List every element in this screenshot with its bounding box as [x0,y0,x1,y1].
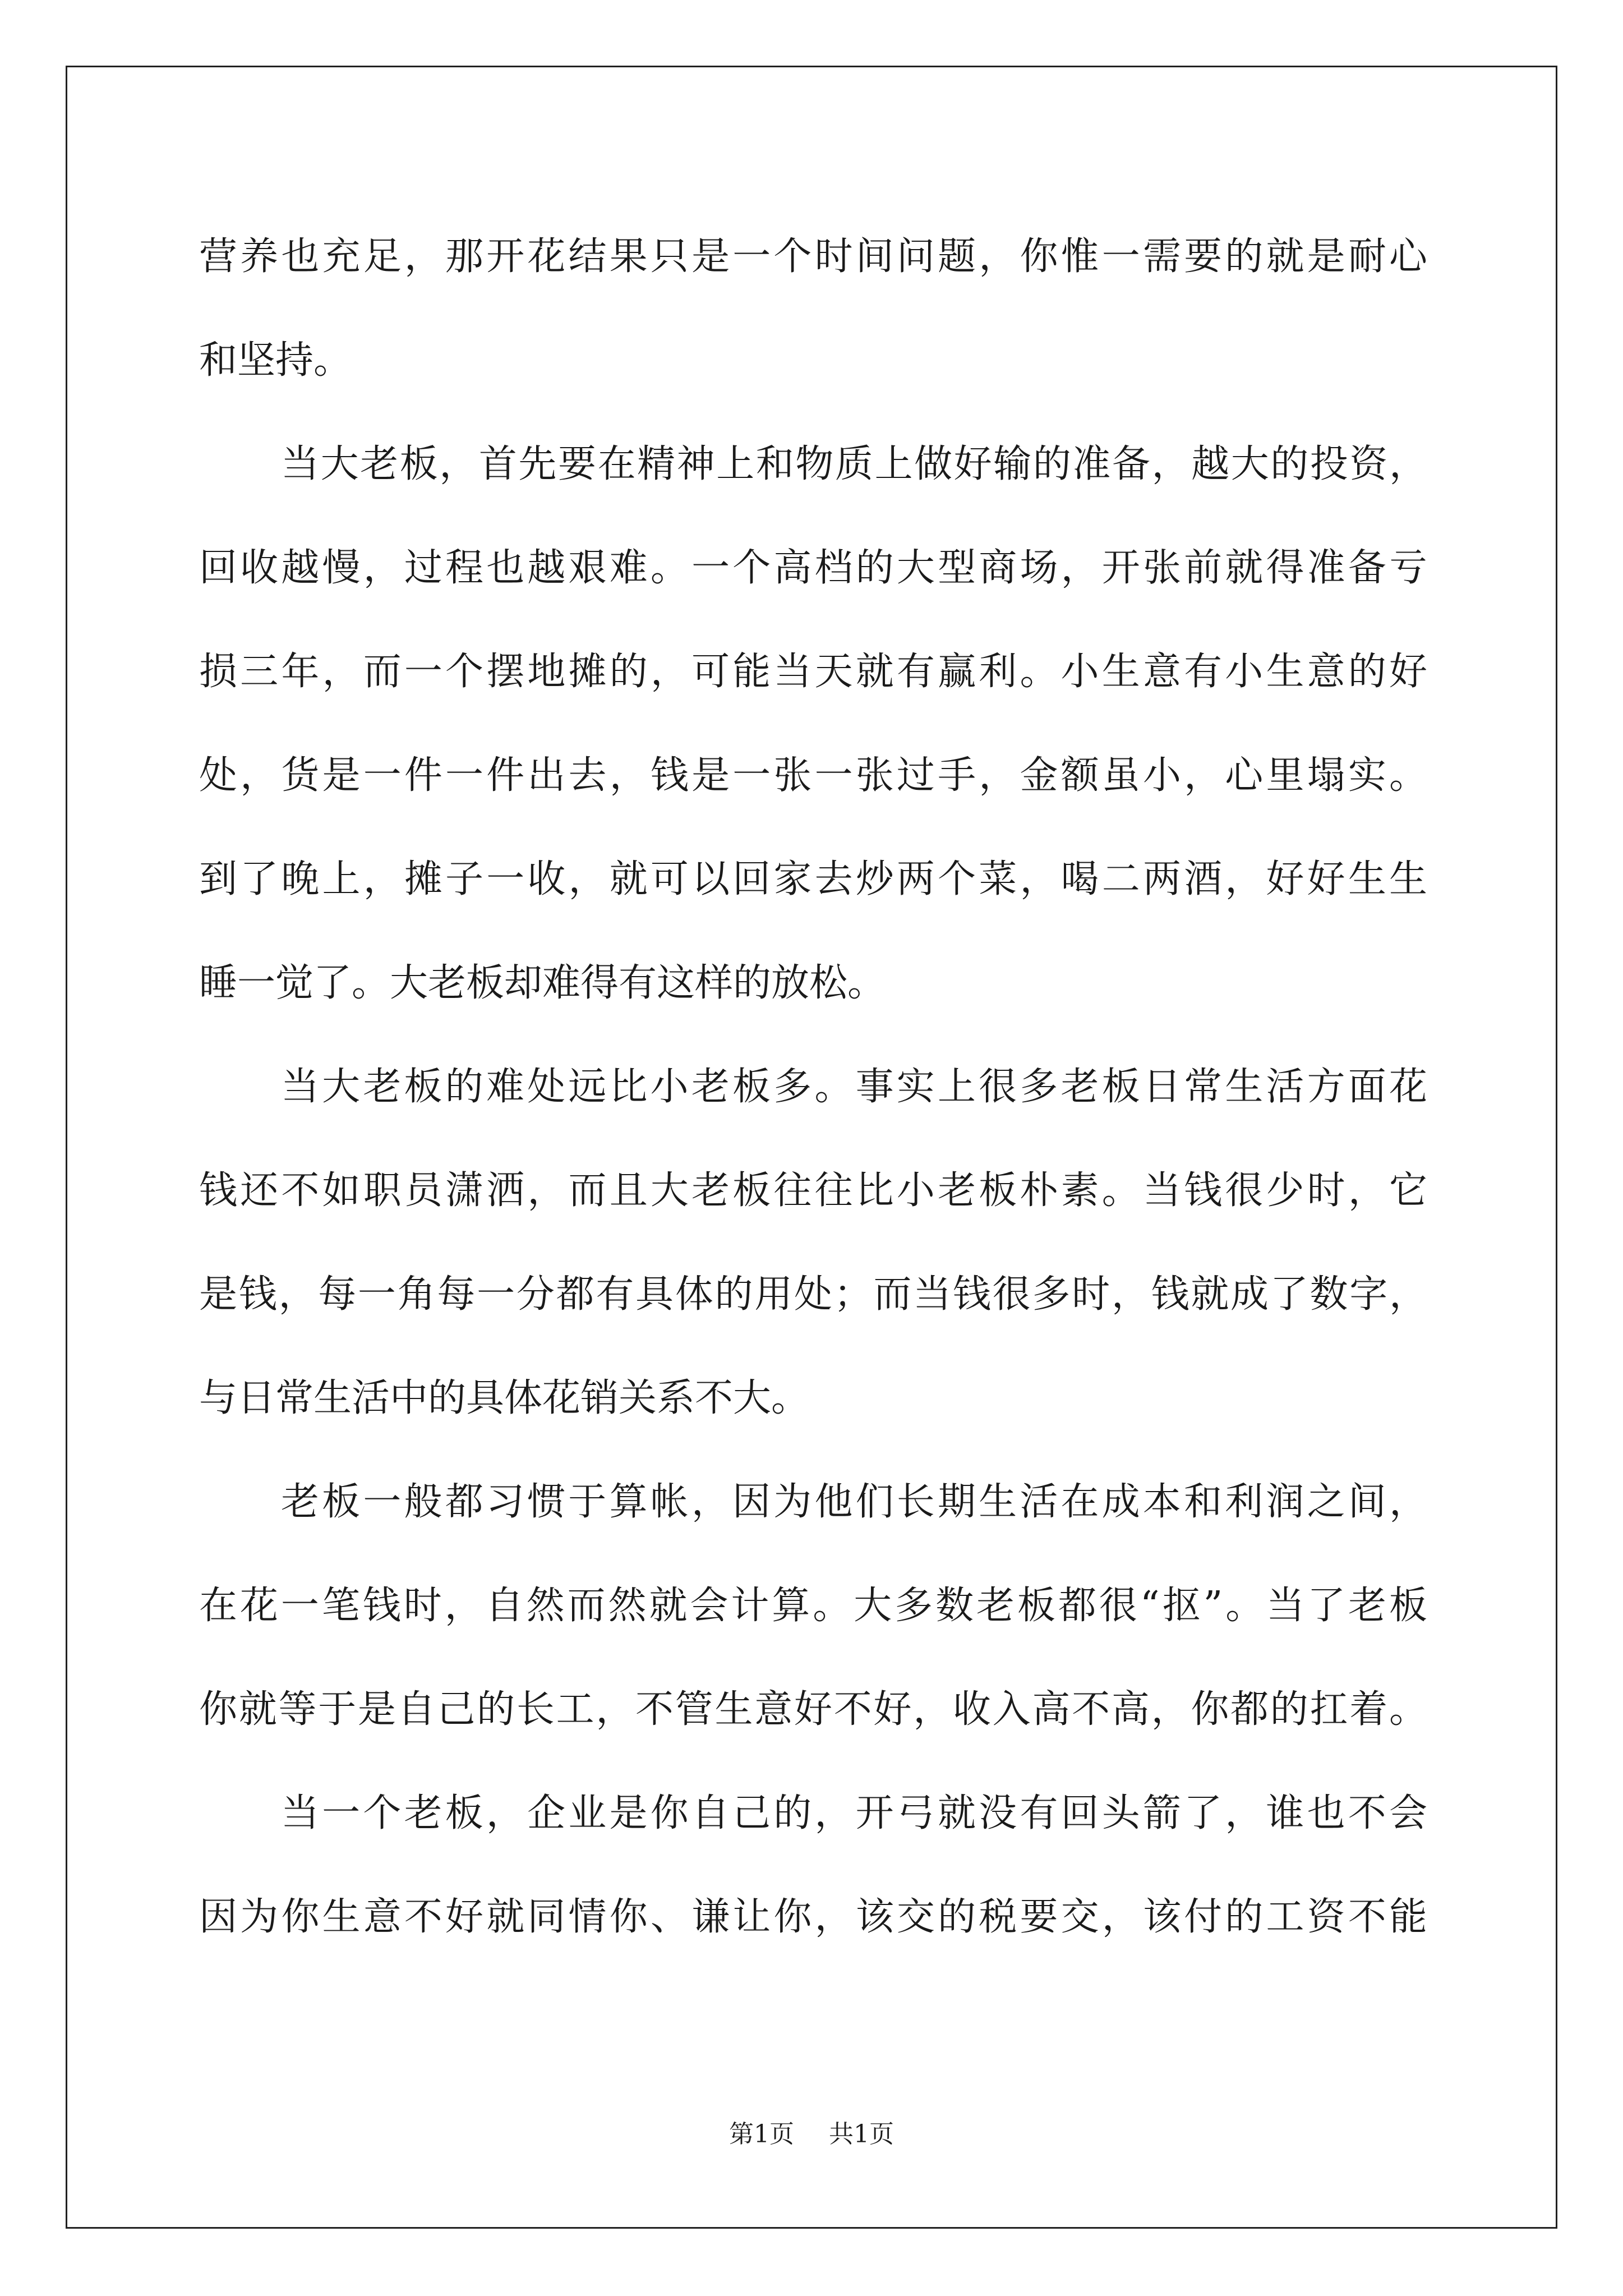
text-line: 处，货是一件一件出去，钱是一张一张过手，金额虽小，心里塌实。 [199,753,1427,798]
page-total: 共1页 [829,2120,894,2148]
text-line: 当大老板的难处远比小老板多。事实上很多老板日常生活方面花 [281,1065,1427,1109]
text-line: 到了晚上，摊子一收，就可以回家去炒两个菜，喝二两酒，好好生生 [199,857,1427,901]
text-line: 你就等于是自己的长工，不管生意好不好，收入高不高，你都的扛着。 [199,1687,1427,1732]
text-line: 老板一般都习惯于算帐，因为他们长期生活在成本和利润之间， [281,1480,1427,1524]
document-body [199,205,1427,1969]
text-line: 与日常生活中的具体花销关系不大。 [199,1376,810,1420]
text-line: 当大老板，首先要在精神上和物质上做好输的准备，越大的投资， [281,442,1427,486]
text-line: 在花一笔钱时，自然而然就会计算。大多数老板都很“抠”。当了老板 [199,1584,1427,1628]
text-line: 因为你生意不好就同情你、谦让你，该交的税要交，该付的工资不能 [199,1895,1427,1939]
text-line: 睡一觉了。大老板却难得有这样的放松。 [199,961,886,1005]
text-line: 和坚持。 [199,338,352,383]
page-footer [0,2118,1623,2151]
text-line: 是钱，每一角每一分都有具体的用处；而当钱很多时，钱就成了数字， [199,1272,1427,1317]
text-line: 钱还不如职员潇洒，而且大老板往往比小老板朴素。当钱很少时，它 [199,1168,1427,1213]
text-line: 回收越慢，过程也越艰难。一个高档的大型商场，开张前就得准备亏 [199,546,1427,590]
text-line: 营养也充足，那开花结果只是一个时间问题，你惟一需要的就是耐心 [199,234,1427,279]
text-line: 损三年，而一个摆地摊的，可能当天就有赢利。小生意有小生意的好 [199,650,1427,694]
page-number: 第1页 [729,2120,794,2148]
text-line: 当一个老板，企业是你自己的，开弓就没有回头箭了，谁也不会 [281,1791,1427,1835]
